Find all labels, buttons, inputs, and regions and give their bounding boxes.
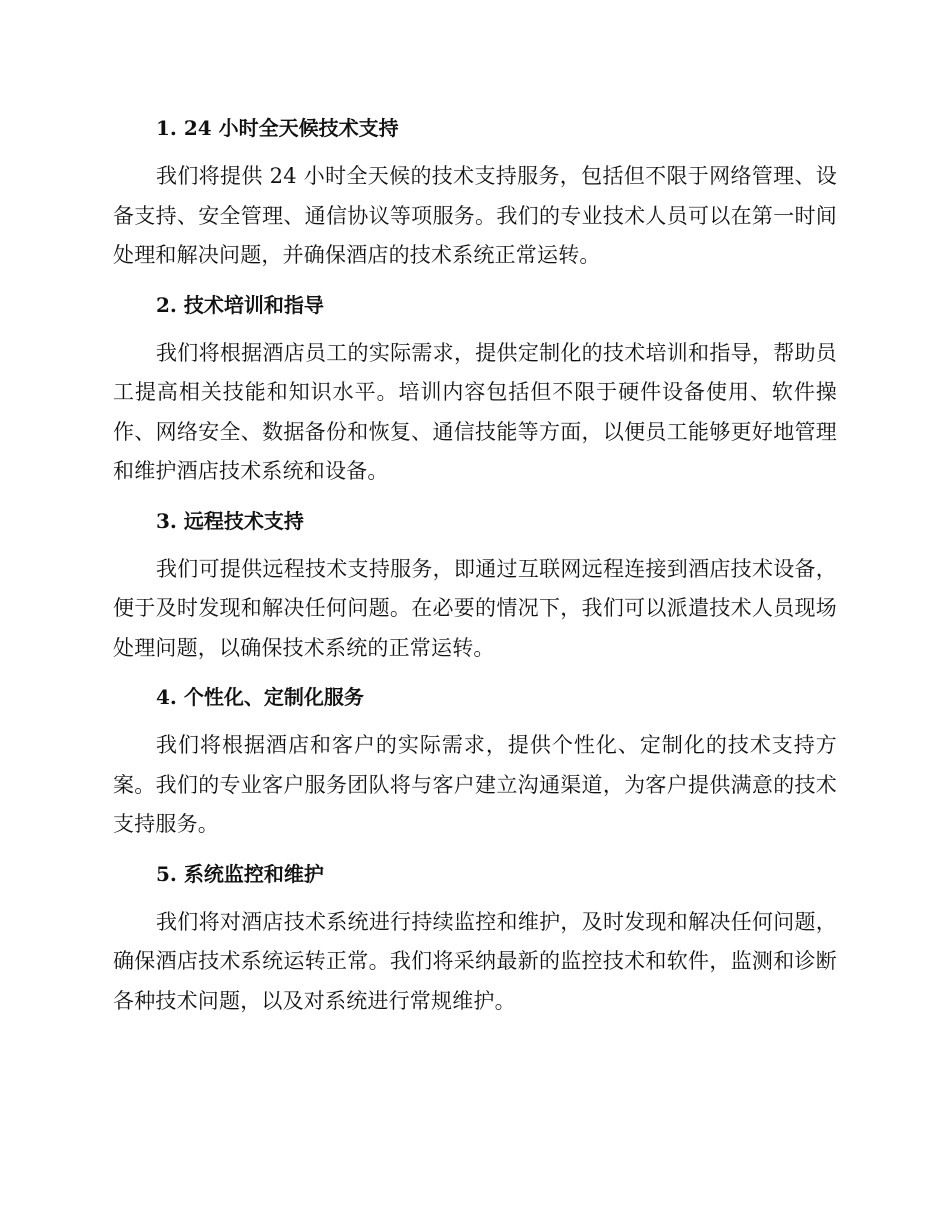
section-heading: 5. 系统监控和维护 xyxy=(156,861,324,886)
section-training xyxy=(113,285,837,492)
section-paragraph: 我们将对酒店技术系统进行持续监控和维护，及时发现和解决任何问题，确保酒店技术系统运转正常。我们将采纳最新的监控技术和软件，监测和诊断各种技术问题，以及对系统进行常规维护。 xyxy=(113,909,837,1013)
section-paragraph: 我们将根据酒店和客户的实际需求，提供个性化、定制化的技术支持方案。我们的专业客户服务团队将与客户建立沟通渠道，为客户提供满意的技术支持服务。 xyxy=(113,733,837,836)
section-heading: 2. 技术培训和指导 xyxy=(156,292,324,317)
section-24h-support xyxy=(113,108,837,276)
section-heading: 3. 远程技术支持 xyxy=(156,508,304,533)
section-remote-support xyxy=(113,501,837,669)
section-paragraph: 我们将提供 24 小时全天候的技术支持服务，包括但不限于网络管理、设备支持、安全管理、通信协议等项服务。我们的专业技术人员可以在第一时间处理和解决问题，并确保酒店的技术系统正常运转。 xyxy=(113,164,837,267)
section-paragraph: 我们可提供远程技术支持服务，即通过互联网远程连接到酒店技术设备，便于及时发现和解决任何问题。在必要的情况下，我们可以派遣技术人员现场处理问题，以确保技术系统的正常运转。 xyxy=(113,556,837,660)
section-heading: 1. 24 小时全天候技术支持 xyxy=(156,116,399,140)
document-page xyxy=(113,108,837,1030)
section-paragraph: 我们将根据酒店员工的实际需求，提供定制化的技术培训和指导，帮助员工提高相关技能和知识水平。培训内容包括但不限于硬件设备使用、软件操作、网络安全、数据备份和恢复、通信技能等方面，以便员工能够更好地管理和维护酒店技术系统和设备。 xyxy=(113,340,837,483)
section-monitoring xyxy=(113,854,837,1022)
section-custom-service xyxy=(113,677,837,845)
section-heading: 4. 个性化、定制化服务 xyxy=(156,685,364,709)
